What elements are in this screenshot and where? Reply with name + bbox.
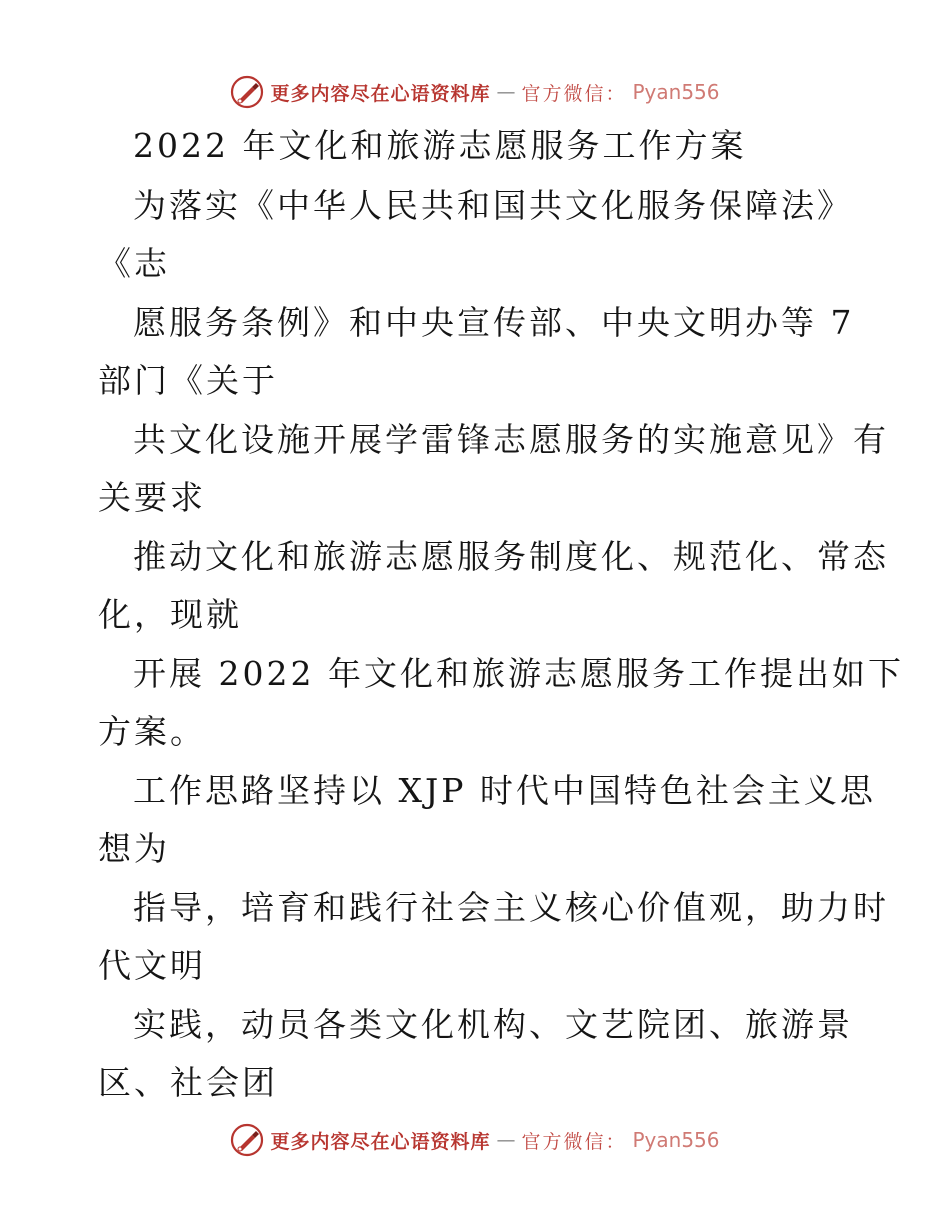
banner-lead-text: 更多内容尽在心语资料库 <box>270 1130 491 1153</box>
banner-wechat-label: 官方微信： <box>521 1130 627 1153</box>
paragraph-line: 推动文化和旅游志愿服务制度化、规范化、常态 <box>133 537 889 576</box>
header-watermark-banner <box>0 72 950 112</box>
paragraph-line: 化，现就 <box>98 595 242 634</box>
paragraph-line: 实践，动员各类文化机构、文艺院团、旅游景 <box>133 1005 853 1044</box>
paragraph-line: 为落实《中华人民共和国共文化服务保障法》 <box>133 186 853 225</box>
banner-dash: — <box>496 1129 516 1151</box>
paragraph-line: 《志 <box>98 244 170 283</box>
paragraph-line: 指导，培育和践行社会主义核心价值观，助力时 <box>133 888 889 927</box>
banner-dash: — <box>496 81 516 103</box>
banner-wechat-label: 官方微信： <box>521 82 627 105</box>
paragraph-line: 工作思路坚持以 XJP 时代中国特色社会主义思 <box>133 771 876 810</box>
paragraph-line: 想为 <box>98 829 170 868</box>
paragraph-line: 愿服务条例》和中央宣传部、中央文明办等 7 <box>133 303 855 342</box>
banner-wechat-id: Pyan556 <box>632 80 720 104</box>
paragraph-line: 代文明 <box>98 946 206 985</box>
paragraph-line: 方案。 <box>98 712 206 751</box>
pen-logo-icon <box>230 75 264 109</box>
paragraph-line: 共文化设施开展学雷锋志愿服务的实施意见》有 <box>133 420 889 459</box>
banner-wechat-id: Pyan556 <box>632 1128 720 1152</box>
doc-title: 2022 年文化和旅游志愿服务工作方案 <box>133 126 747 165</box>
paragraph-line: 区、社会团 <box>98 1063 278 1102</box>
pen-logo-icon <box>230 1123 264 1157</box>
paragraph-line: 部门《关于 <box>98 361 278 400</box>
banner-lead-text: 更多内容尽在心语资料库 <box>270 82 491 105</box>
paragraph-line: 开展 2022 年文化和旅游志愿服务工作提出如下 <box>133 654 904 693</box>
footer-watermark-banner <box>0 1120 950 1160</box>
paragraph-line: 关要求 <box>98 478 206 517</box>
